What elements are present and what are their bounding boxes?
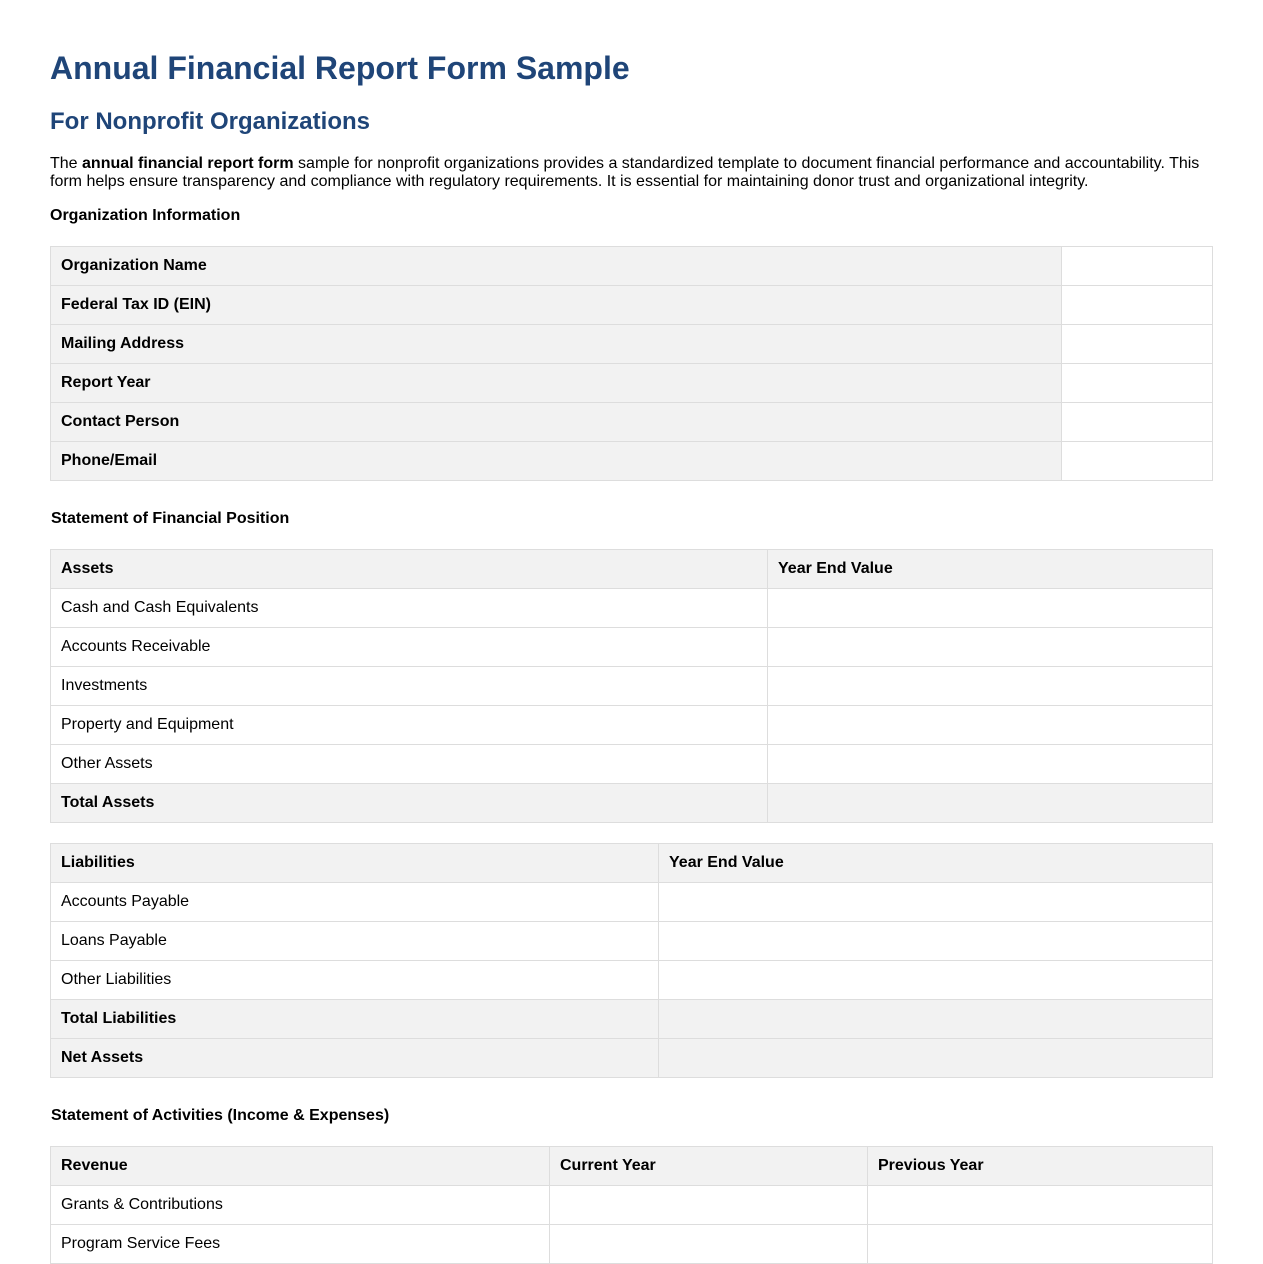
row-label: Grants & Contributions bbox=[51, 1186, 550, 1225]
table-row bbox=[51, 364, 1213, 403]
value-cell[interactable] bbox=[1062, 364, 1213, 403]
intro-text: The bbox=[50, 155, 83, 172]
header-assets: Assets bbox=[51, 550, 768, 589]
org-info-table bbox=[50, 246, 1213, 481]
value-cell[interactable] bbox=[550, 1225, 868, 1264]
page-title: Annual Financial Report Form Sample bbox=[50, 50, 630, 86]
table-row bbox=[51, 442, 1213, 481]
table-row bbox=[51, 286, 1213, 325]
assets-table bbox=[50, 549, 1213, 823]
row-label: Total Assets bbox=[51, 784, 768, 823]
value-cell[interactable] bbox=[659, 922, 1213, 961]
header-current-year: Current Year bbox=[550, 1147, 868, 1186]
table-row bbox=[51, 961, 1213, 1000]
section-heading-org: Organization Information bbox=[50, 207, 241, 224]
value-cell[interactable] bbox=[659, 1000, 1213, 1039]
table-row bbox=[51, 667, 1213, 706]
value-cell[interactable] bbox=[659, 883, 1213, 922]
header-previous-year: Previous Year bbox=[868, 1147, 1213, 1186]
row-label: Accounts Payable bbox=[51, 883, 659, 922]
section-heading-financial-position: Statement of Financial Position bbox=[51, 510, 290, 527]
header-year-end-value: Year End Value bbox=[659, 844, 1213, 883]
table-row bbox=[51, 628, 1213, 667]
row-label: Program Service Fees bbox=[51, 1225, 550, 1264]
value-cell[interactable] bbox=[659, 1039, 1213, 1078]
intro-text-rest: sample for nonprofit organizations provides a standardized template to document financial performance and accountability. This form helps ensure transparency and compliance with regulatory requirements. It is essential for maintaining donor trust and organizational integrity. bbox=[50, 155, 1200, 190]
row-label: Other Liabilities bbox=[51, 961, 659, 1000]
value-cell[interactable] bbox=[768, 628, 1213, 667]
table-row bbox=[51, 247, 1213, 286]
value-cell[interactable] bbox=[768, 745, 1213, 784]
value-cell[interactable] bbox=[550, 1186, 868, 1225]
table-row bbox=[51, 706, 1213, 745]
row-label: Organization Name bbox=[51, 247, 1062, 286]
table-row bbox=[51, 1039, 1213, 1078]
value-cell[interactable] bbox=[868, 1225, 1213, 1264]
value-cell[interactable] bbox=[1062, 286, 1213, 325]
row-label: Investments bbox=[51, 667, 768, 706]
table-row bbox=[51, 745, 1213, 784]
value-cell[interactable] bbox=[1062, 247, 1213, 286]
row-label: Federal Tax ID (EIN) bbox=[51, 286, 1062, 325]
value-cell[interactable] bbox=[868, 1186, 1213, 1225]
table-row bbox=[51, 403, 1213, 442]
row-label: Net Assets bbox=[51, 1039, 659, 1078]
header-year-end-value: Year End Value bbox=[768, 550, 1213, 589]
value-cell[interactable] bbox=[768, 706, 1213, 745]
table-row bbox=[51, 922, 1213, 961]
row-label: Loans Payable bbox=[51, 922, 659, 961]
table-row bbox=[51, 1225, 1213, 1264]
table-row bbox=[51, 784, 1213, 823]
activities-table bbox=[50, 1146, 1213, 1264]
page-subtitle: For Nonprofit Organizations bbox=[50, 108, 370, 135]
value-cell[interactable] bbox=[659, 961, 1213, 1000]
section-heading-activities: Statement of Activities (Income & Expenses) bbox=[51, 1107, 390, 1124]
value-cell[interactable] bbox=[1062, 325, 1213, 364]
table-row bbox=[51, 883, 1213, 922]
intro-paragraph bbox=[50, 155, 1213, 191]
header-revenue: Revenue bbox=[51, 1147, 550, 1186]
row-label: Report Year bbox=[51, 364, 1062, 403]
table-row bbox=[51, 589, 1213, 628]
row-label: Property and Equipment bbox=[51, 706, 768, 745]
table-row bbox=[51, 1000, 1213, 1039]
row-label: Mailing Address bbox=[51, 325, 1062, 364]
row-label: Phone/Email bbox=[51, 442, 1062, 481]
value-cell[interactable] bbox=[768, 784, 1213, 823]
header-liabilities: Liabilities bbox=[51, 844, 659, 883]
table-row bbox=[51, 1186, 1213, 1225]
value-cell[interactable] bbox=[768, 667, 1213, 706]
table-row bbox=[51, 325, 1213, 364]
value-cell[interactable] bbox=[768, 589, 1213, 628]
row-label: Contact Person bbox=[51, 403, 1062, 442]
row-label: Accounts Receivable bbox=[51, 628, 768, 667]
row-label: Other Assets bbox=[51, 745, 768, 784]
value-cell[interactable] bbox=[1062, 442, 1213, 481]
liabilities-table bbox=[50, 843, 1213, 1078]
row-label: Cash and Cash Equivalents bbox=[51, 589, 768, 628]
value-cell[interactable] bbox=[1062, 403, 1213, 442]
intro-bold: annual financial report form bbox=[82, 155, 294, 172]
row-label: Total Liabilities bbox=[51, 1000, 659, 1039]
